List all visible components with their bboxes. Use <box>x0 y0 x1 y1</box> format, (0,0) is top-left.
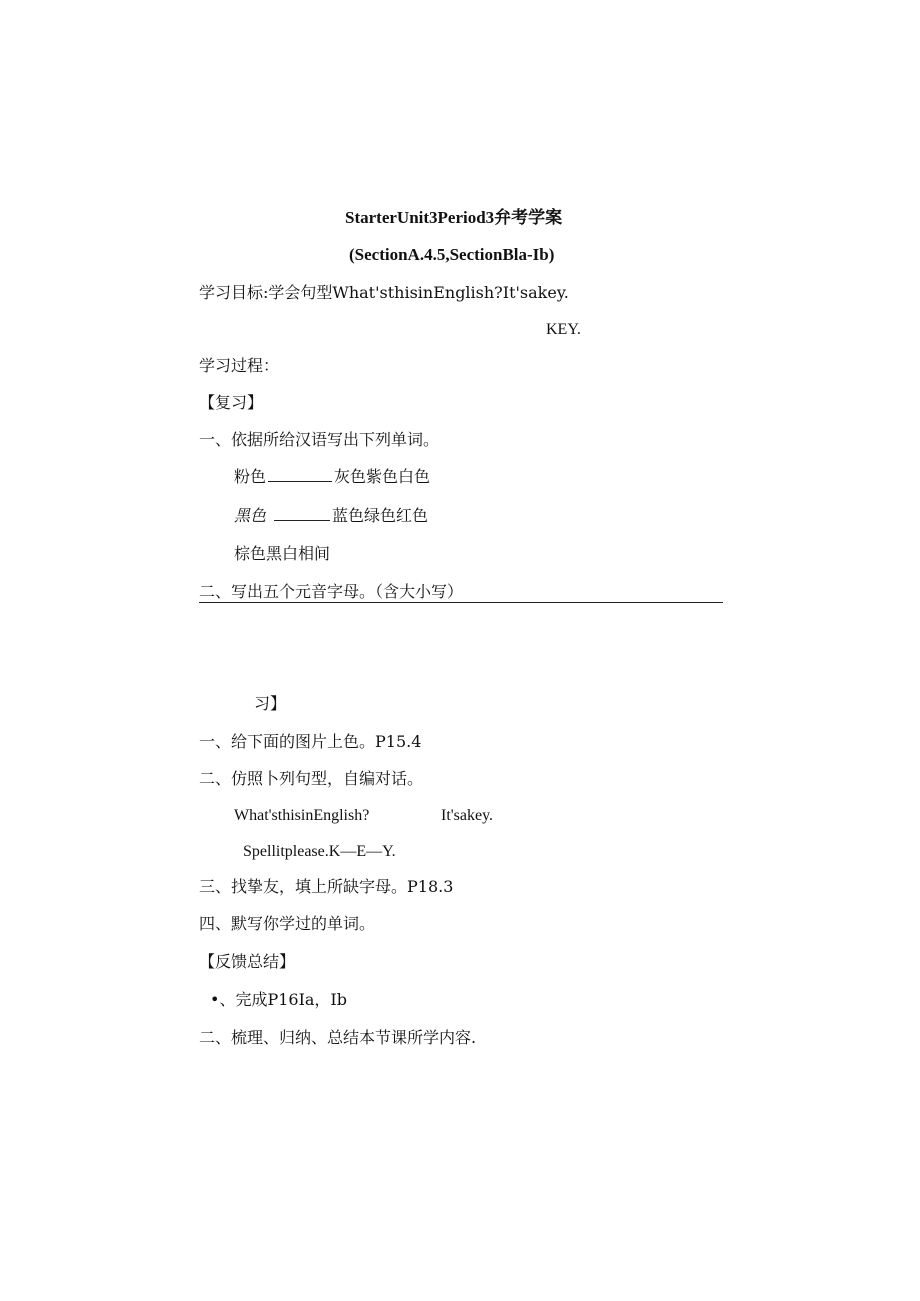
practice-question-4: 四、默写你学过的单词。 <box>199 914 376 933</box>
word-pink: 粉色 <box>234 467 267 486</box>
review-question-2: 二、写出五个元音字母。（含大小写） <box>199 582 464 601</box>
answer-line <box>199 602 723 603</box>
dialog-question: What'sthisinEnglish? <box>234 807 370 824</box>
word-black: 黑色 <box>234 506 267 525</box>
process-label: 学习过程： <box>199 356 280 375</box>
learning-objective-continued: KEY. <box>546 321 581 338</box>
word-row-1-rest: 灰色紫色白色 <box>334 467 431 486</box>
practice-question-1: 一、给下面的图片上色。P15.4 <box>199 732 422 751</box>
document-subtitle: (SectionA.4.5,SectionBla-Ib) <box>349 245 555 264</box>
practice-heading: 习】 <box>254 694 287 713</box>
word-row-1 <box>234 467 430 487</box>
review-question-1: 一、依据所给汉语写出下列单词。 <box>199 430 440 449</box>
feedback-heading: 【反馈总结】 <box>199 952 296 971</box>
review-heading: 【复习】 <box>199 393 264 412</box>
practice-question-2: 二、仿照卜列句型，自编对话。 <box>199 769 424 788</box>
learning-objective: 学习目标:学会句型What'sthisinEnglish?It'sakey. <box>199 283 569 302</box>
feedback-item-1: •、完成P16Ia，Ib <box>210 990 347 1009</box>
practice-question-3: 三、找挚友，填上所缺字母。P18.3 <box>199 877 454 896</box>
document-title: StarterUnit3Period3弁考学案 <box>345 208 563 227</box>
blank-2 <box>274 506 330 521</box>
word-row-2-rest: 蓝色绿色红色 <box>332 506 429 525</box>
word-row-2 <box>234 506 428 526</box>
word-row-3: 棕色黑白相间 <box>234 544 331 563</box>
blank-1 <box>268 467 332 482</box>
dialog-answer: It'sakey. <box>441 807 494 824</box>
dialog-spell: Spellitplease.K—E—Y. <box>243 843 396 860</box>
feedback-item-2: 二、梳理、归纳、总结本节课所学内容. <box>199 1028 477 1047</box>
